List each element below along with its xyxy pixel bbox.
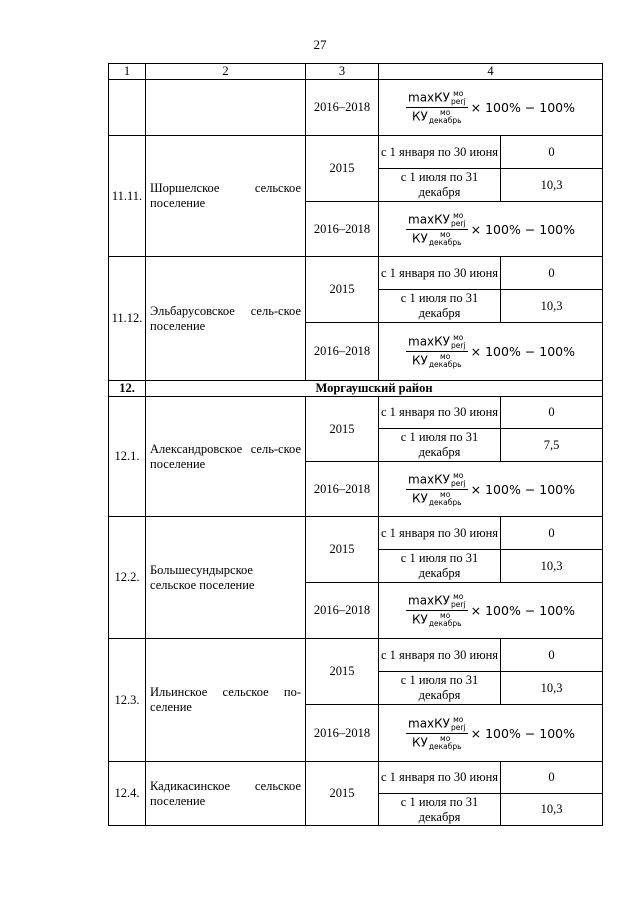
formula-num-sub: perj [450, 600, 466, 609]
row-number: 11.12. [109, 257, 146, 381]
formula-den: КУ [411, 353, 428, 368]
formula-num: maxКУ [408, 716, 450, 730]
empty-cell [109, 80, 146, 136]
tariff-table [108, 63, 603, 826]
period-cell: с 1 января по 30 июня [379, 136, 501, 169]
formula-den-sup: мо [440, 733, 451, 743]
value-cell: 10,3 [501, 550, 603, 583]
year-cell: 2016–2018 [306, 462, 379, 517]
year-cell [306, 80, 379, 136]
row-number: 12.4. [109, 762, 146, 826]
formula-tail: × 100% − 100% [470, 725, 575, 741]
value-cell: 0 [501, 136, 603, 169]
table-row [109, 517, 603, 550]
table-row [109, 257, 603, 290]
value-cell: 0 [501, 257, 603, 290]
value-cell: 0 [501, 517, 603, 550]
period-cell: с 1 января по 30 июня [379, 517, 501, 550]
value-cell: 10,3 [501, 672, 603, 705]
formula-fraction [406, 212, 468, 247]
formula-num-sub: perj [450, 478, 466, 488]
formula-num: maxКУ [408, 212, 450, 226]
settlement-name: Кадикасинское сельское поселение [146, 762, 306, 826]
formula-cell [379, 323, 603, 381]
district-number: 12. [109, 381, 146, 397]
year-cell: 2015 [306, 639, 379, 705]
formula-den-sub: декабрь [428, 360, 462, 369]
period-cell: с 1 июля по 31 декабря [379, 550, 501, 583]
formula-fraction [406, 716, 468, 751]
period-cell: с 1 июля по 31 декабря [379, 672, 501, 705]
period-cell: с 1 июля по 31 декабря [379, 794, 501, 826]
formula-den-sub: декабрь [428, 116, 462, 125]
value-cell: 10,3 [501, 290, 603, 323]
formula-fraction [406, 90, 468, 125]
formula-num-sup: мо [453, 89, 464, 98]
year-cell: 2016–2018 [306, 323, 379, 381]
formula-num-sup: мо [453, 592, 464, 601]
formula-tail: × 100% − 100% [470, 221, 575, 237]
formula-num-sub: perj [450, 722, 466, 732]
year-cell: 2015 [306, 257, 379, 323]
year-cell: 2015 [306, 397, 379, 462]
formula-fraction [406, 593, 468, 628]
row-number: 12.2. [109, 517, 146, 639]
formula-den-sub: декабрь [428, 741, 462, 751]
formula-num: maxКУ [408, 90, 450, 105]
period-cell: с 1 июля по 31 декабря [379, 290, 501, 323]
formula-num-sub: perj [450, 218, 466, 228]
header-col-3: 3 [306, 64, 379, 80]
settlement-name: Шоршелское сельское поселение [146, 136, 306, 257]
year-cell: 2016–2018 [306, 202, 379, 257]
header-row [109, 64, 603, 80]
value-cell: 7,5 [501, 429, 603, 462]
formula-den: КУ [411, 612, 428, 627]
period-cell: с 1 января по 30 июня [379, 397, 501, 429]
formula-cell [379, 462, 603, 517]
formula-fraction [406, 334, 468, 369]
formula-den: КУ [411, 109, 428, 124]
header-col-1: 1 [109, 64, 146, 80]
formula-tail: × 100% − 100% [470, 100, 575, 115]
year-cell: 2015 [306, 136, 379, 202]
formula-den-sup: мо [440, 108, 451, 117]
formula-cell [379, 705, 603, 762]
row-number: 12.1. [109, 397, 146, 517]
formula-num-sup: мо [453, 470, 464, 480]
formula-den: КУ [411, 491, 428, 505]
value-cell: 0 [501, 762, 603, 794]
formula-den: КУ [411, 735, 428, 749]
formula-den-sup: мо [440, 611, 451, 620]
header-col-2: 2 [146, 64, 306, 80]
table-row [109, 762, 603, 794]
formula-tail: × 100% − 100% [470, 344, 575, 359]
formula-cell [379, 80, 603, 136]
formula-den-sup: мо [440, 352, 451, 361]
formula-den: КУ [411, 231, 428, 245]
settlement-name: Большесундырское сельское поселение [146, 517, 306, 639]
formula-num-sup: мо [453, 333, 464, 342]
table-row [109, 397, 603, 429]
formula-den-sup: мо [440, 229, 451, 239]
formula-den-sub: декабрь [428, 237, 462, 247]
formula-num-sup: мо [453, 210, 464, 220]
value-cell: 0 [501, 397, 603, 429]
value-cell: 10,3 [501, 794, 603, 826]
formula-num: maxКУ [408, 472, 450, 486]
formula-den-sub: декабрь [428, 497, 462, 507]
formula-fraction [406, 472, 468, 507]
formula-cell [379, 202, 603, 257]
formula-num-sub: perj [450, 341, 466, 350]
empty-cell [146, 80, 306, 136]
formula-num: maxКУ [408, 593, 450, 608]
formula-den-sub: декабрь [428, 619, 462, 628]
period-cell: с 1 июля по 31 декабря [379, 429, 501, 462]
year-cell: 2015 [306, 517, 379, 583]
settlement-name: Эльбарусовское сель-ское поселение [146, 257, 306, 381]
year-cell: 2016–2018 [306, 583, 379, 639]
period-cell: с 1 января по 30 июня [379, 257, 501, 290]
year-cell: 2016–2018 [306, 705, 379, 762]
table-row [109, 639, 603, 672]
header-col-4: 4 [379, 64, 603, 80]
district-name: Моргаушский район [146, 381, 603, 397]
formula-den-sup: мо [440, 489, 451, 499]
formula-num-sup: мо [453, 714, 464, 724]
page-number: 27 [313, 37, 327, 52]
settlement-name: Ильинское сельское по-селение [146, 639, 306, 762]
period-cell: с 1 января по 30 июня [379, 762, 501, 794]
table-row [109, 80, 603, 136]
row-number: 11.11. [109, 136, 146, 257]
row-number: 12.3. [109, 639, 146, 762]
district-row [109, 381, 603, 397]
formula-tail: × 100% − 100% [470, 603, 575, 618]
year-cell: 2015 [306, 762, 379, 826]
value-cell: 0 [501, 639, 603, 672]
year-text: 2016–2018 [313, 100, 371, 114]
period-cell: с 1 января по 30 июня [379, 639, 501, 672]
period-cell: с 1 июля по 31 декабря [379, 169, 501, 202]
table-row [109, 136, 603, 169]
value-cell: 10,3 [501, 169, 603, 202]
formula-num-sub: perj [450, 97, 466, 106]
settlement-name: Александровское сель-ское поселение [146, 397, 306, 517]
formula-cell [379, 583, 603, 639]
formula-num: maxКУ [408, 334, 450, 349]
formula-tail: × 100% − 100% [470, 481, 575, 497]
